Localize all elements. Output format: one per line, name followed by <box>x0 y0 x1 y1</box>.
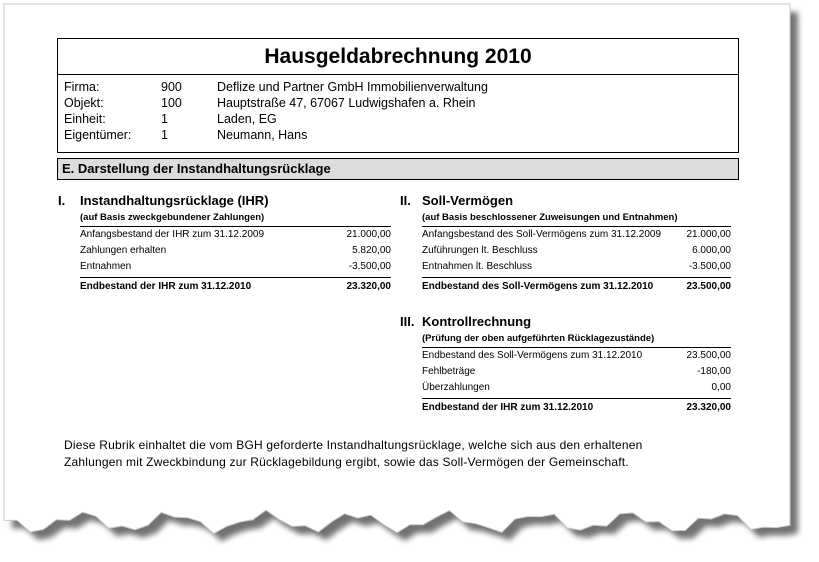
info-row-objekt <box>58 95 738 111</box>
block-title: Instandhaltungsrücklage (IHR) <box>80 193 269 208</box>
block-number: I. <box>58 193 66 208</box>
row-label: Zuführungen lt. Beschluss <box>422 245 538 256</box>
ledger-rows <box>422 227 731 295</box>
info-number: 100 <box>161 96 182 110</box>
document-title: Hausgeldabrechnung 2010 <box>58 39 738 75</box>
info-number: 1 <box>161 112 168 126</box>
section-heading: E. Darstellung der Instandhaltungsrücklage <box>57 158 739 180</box>
info-row-eigentuemer <box>58 127 738 143</box>
row-value: 23.500,00 <box>686 350 731 361</box>
info-value: Neumann, Hans <box>217 128 308 142</box>
row-label: Endbestand des Soll-Vermögens zum 31.12.2010 <box>422 350 643 361</box>
row-label: Anfangsbestand des Soll-Vermögens zum 31.12.2009 <box>422 229 662 240</box>
row-label: Überzahlungen <box>422 382 490 393</box>
row-label: Zahlungen erhalten <box>80 245 167 256</box>
block-number: III. <box>400 314 415 329</box>
info-row-einheit <box>58 111 738 127</box>
footnote <box>64 437 724 471</box>
total-value: 23.500,00 <box>686 281 731 292</box>
ledger-row <box>80 227 391 243</box>
row-value: 5.820,00 <box>352 245 391 256</box>
row-value: 21.000,00 <box>686 229 731 240</box>
info-row-firma <box>58 79 738 95</box>
ledger-total-row <box>422 398 731 416</box>
block-title: Soll-Vermögen <box>422 193 514 208</box>
block-subtitle: (auf Basis zweckgebundener Zahlungen) <box>80 210 391 227</box>
block-heading <box>400 192 731 210</box>
ledger-rows <box>422 348 731 416</box>
ledger-total-row <box>80 277 391 295</box>
header-box <box>57 38 739 153</box>
total-label: Endbestand der IHR zum 31.12.2010 <box>422 402 594 413</box>
block-subtitle: (auf Basis beschlossener Zuweisungen und Entnahmen) <box>422 210 731 227</box>
total-value: 23.320,00 <box>686 402 731 413</box>
info-number: 900 <box>161 80 182 94</box>
block-instandhaltungsruecklage <box>58 192 391 295</box>
total-label: Endbestand der IHR zum 31.12.2010 <box>80 281 252 292</box>
row-value: 0,00 <box>711 382 731 393</box>
ledger-row <box>422 348 731 364</box>
row-value: -180,00 <box>697 366 731 377</box>
block-number: II. <box>400 193 411 208</box>
info-number: 1 <box>161 128 168 142</box>
info-label: Eigentümer: <box>64 128 132 142</box>
row-value: -3.500,00 <box>688 261 731 272</box>
block-heading <box>58 192 391 210</box>
ledger-row <box>80 243 391 259</box>
block-kontrollrechnung <box>400 313 731 416</box>
info-value: Deflize und Partner GmbH Immobilienverwaltung <box>217 80 488 94</box>
block-title: Kontrollrechnung <box>422 314 532 329</box>
info-label: Einheit: <box>64 112 106 126</box>
info-label: Firma: <box>64 80 100 94</box>
ledger-row <box>422 259 731 275</box>
row-value: 21.000,00 <box>346 229 391 240</box>
ledger-row <box>422 243 731 259</box>
row-label: Fehlbeträge <box>422 366 476 377</box>
total-label: Endbestand des Soll-Vermögens zum 31.12.2010 <box>422 281 654 292</box>
ledger-total-row <box>422 277 731 295</box>
ledger-row <box>422 227 731 243</box>
ledger-row <box>80 259 391 275</box>
block-soll-vermoegen <box>400 192 731 295</box>
row-label: Entnahmen <box>80 261 132 272</box>
row-value: 6.000,00 <box>692 245 731 256</box>
info-value: Laden, EG <box>217 112 277 126</box>
block-subtitle: (Prüfung der oben aufgeführten Rücklagezustände) <box>422 331 731 348</box>
info-label: Objekt: <box>64 96 104 110</box>
row-label: Anfangsbestand der IHR zum 31.12.2009 <box>80 229 265 240</box>
ledger-row <box>422 364 731 380</box>
ledger-row <box>422 380 731 396</box>
row-label: Entnahmen lt. Beschluss <box>422 261 533 272</box>
footnote-line: Zahlungen mit Zweckbindung zur Rücklagebildung ergibt, sowie das Soll-Vermögen der Gemeinschaft. <box>64 455 629 469</box>
ledger-rows <box>80 227 391 295</box>
footnote-line: Diese Rubrik einhaltet die vom BGH geforderte Instandhaltungsrücklage, welche sich aus den erhaltenen <box>64 438 643 452</box>
block-heading <box>400 313 731 331</box>
total-value: 23.320,00 <box>346 281 391 292</box>
row-value: -3.500,00 <box>348 261 391 272</box>
info-value: Hauptstraße 47, 67067 Ludwigshafen a. Rhein <box>217 96 476 110</box>
